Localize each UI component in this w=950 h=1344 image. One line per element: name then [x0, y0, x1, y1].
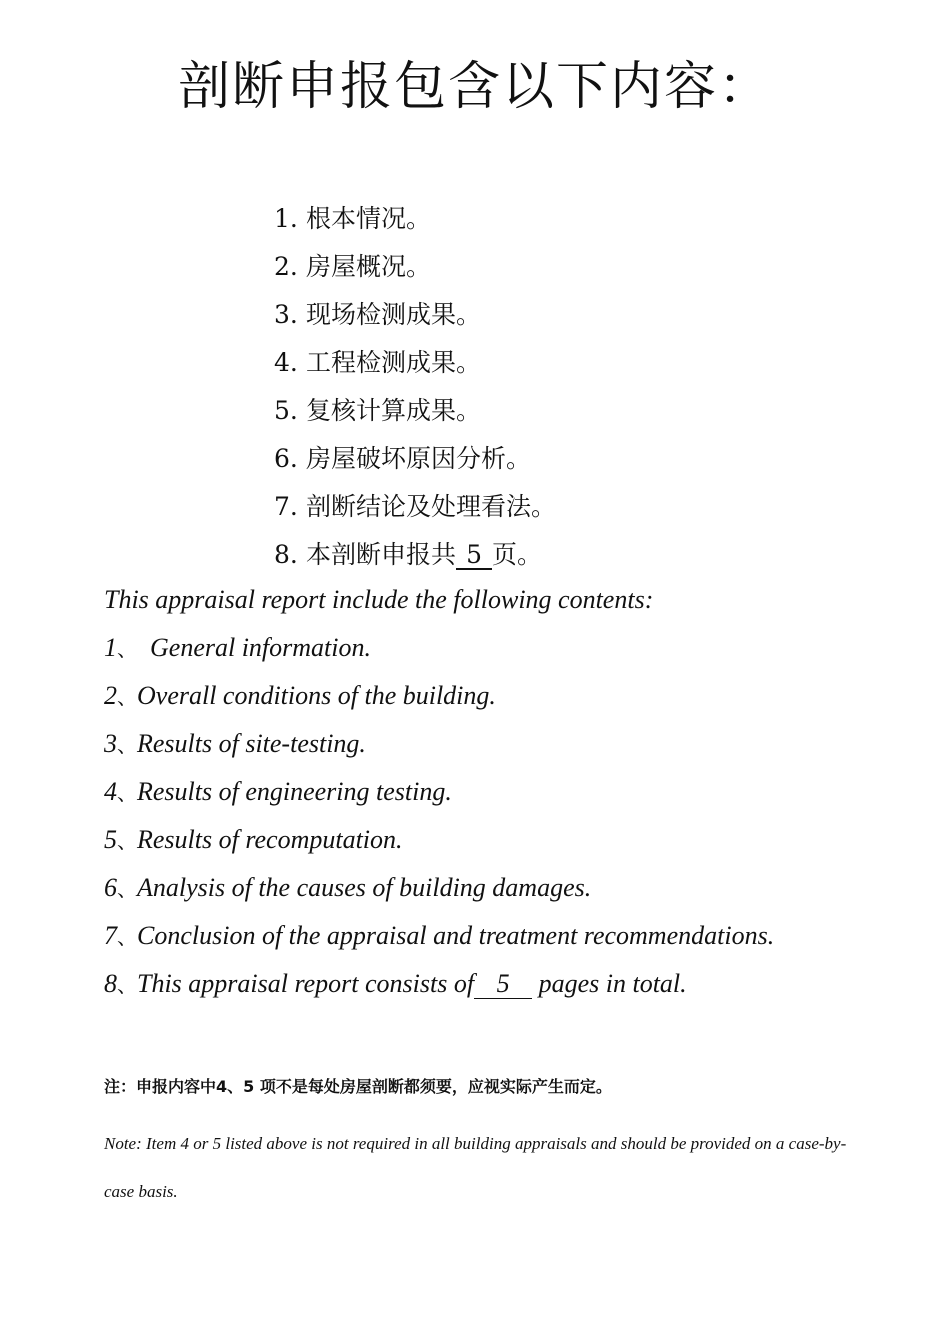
page-title: 剖断申报包含以下内容：	[177, 57, 772, 117]
list-item	[274, 387, 556, 435]
item-separator: 、	[117, 973, 137, 997]
item-text: Analysis of the causes of building damages.	[137, 873, 592, 902]
list-item	[104, 912, 904, 960]
item-text-suffix: pages in total.	[538, 969, 687, 998]
list-item	[274, 435, 556, 483]
item-text: Conclusion of the appraisal and treatment recommendations.	[137, 921, 775, 950]
item-number: 1	[104, 633, 117, 662]
item-number: 6	[104, 873, 117, 902]
item-text-prefix: 本剖断申报共	[306, 540, 457, 569]
list-item	[104, 816, 904, 864]
page-count-field: 5	[474, 970, 532, 999]
item-number: 4	[104, 777, 117, 806]
item-number: 5	[104, 825, 117, 854]
item-number: 6.	[274, 444, 298, 473]
item-text: 房屋破坏原因分析。	[306, 444, 532, 473]
item-number: 5.	[274, 396, 298, 425]
note-chinese: 注：申报内容中4、5 项不是每处房屋剖断都须要，应视实际产生而定。	[104, 1077, 612, 1096]
note-english: Note: Item 4 or 5 listed above is not required in all building appraisals and should be provided on a case-by-case basis.	[104, 1134, 847, 1201]
list-item	[274, 195, 556, 243]
english-contents-list	[104, 576, 904, 1008]
item-number: 2.	[274, 252, 298, 281]
item-text: 剖断结论及处理看法。	[306, 492, 557, 521]
item-separator: 、	[117, 925, 137, 949]
item-text-suffix: 页。	[492, 540, 543, 569]
list-item	[274, 483, 556, 531]
english-heading: This appraisal report include the following contents:	[104, 585, 654, 614]
list-item	[104, 864, 904, 912]
list-item	[104, 768, 904, 816]
list-item	[104, 672, 904, 720]
item-text: 房屋概况。	[306, 252, 432, 281]
item-text-prefix: This appraisal report consists of	[137, 969, 475, 998]
item-number: 1.	[274, 204, 298, 233]
item-number: 7.	[274, 492, 298, 521]
list-item	[274, 291, 556, 339]
list-item-page-count	[104, 960, 904, 1008]
item-number: 3.	[274, 300, 298, 329]
item-separator: 、	[117, 637, 137, 661]
item-text: 工程检测成果。	[306, 348, 482, 377]
page-count-field: 5	[456, 542, 492, 570]
item-number: 3	[104, 729, 117, 758]
item-number: 8	[104, 969, 117, 998]
chinese-contents-list	[274, 195, 556, 579]
item-number: 2	[104, 681, 117, 710]
item-text: General information.	[137, 633, 371, 662]
list-item	[274, 339, 556, 387]
item-number: 7	[104, 921, 117, 950]
item-separator: 、	[117, 733, 137, 757]
item-number: 4.	[274, 348, 298, 377]
item-separator: 、	[117, 781, 137, 805]
item-separator: 、	[117, 829, 137, 853]
item-text: 根本情况。	[306, 204, 432, 233]
list-item	[104, 624, 904, 672]
item-number: 8.	[274, 540, 298, 569]
item-text: Results of recomputation.	[137, 825, 403, 854]
list-item	[104, 720, 904, 768]
list-item	[274, 243, 556, 291]
item-text: 复核计算成果。	[306, 396, 482, 425]
list-item-page-count	[274, 531, 556, 579]
item-separator: 、	[117, 877, 137, 901]
item-text: Results of site-testing.	[137, 729, 366, 758]
item-text: Overall conditions of the building.	[137, 681, 496, 710]
item-text: Results of engineering testing.	[137, 777, 452, 806]
item-separator: 、	[117, 685, 137, 709]
item-text: 现场检测成果。	[306, 300, 482, 329]
